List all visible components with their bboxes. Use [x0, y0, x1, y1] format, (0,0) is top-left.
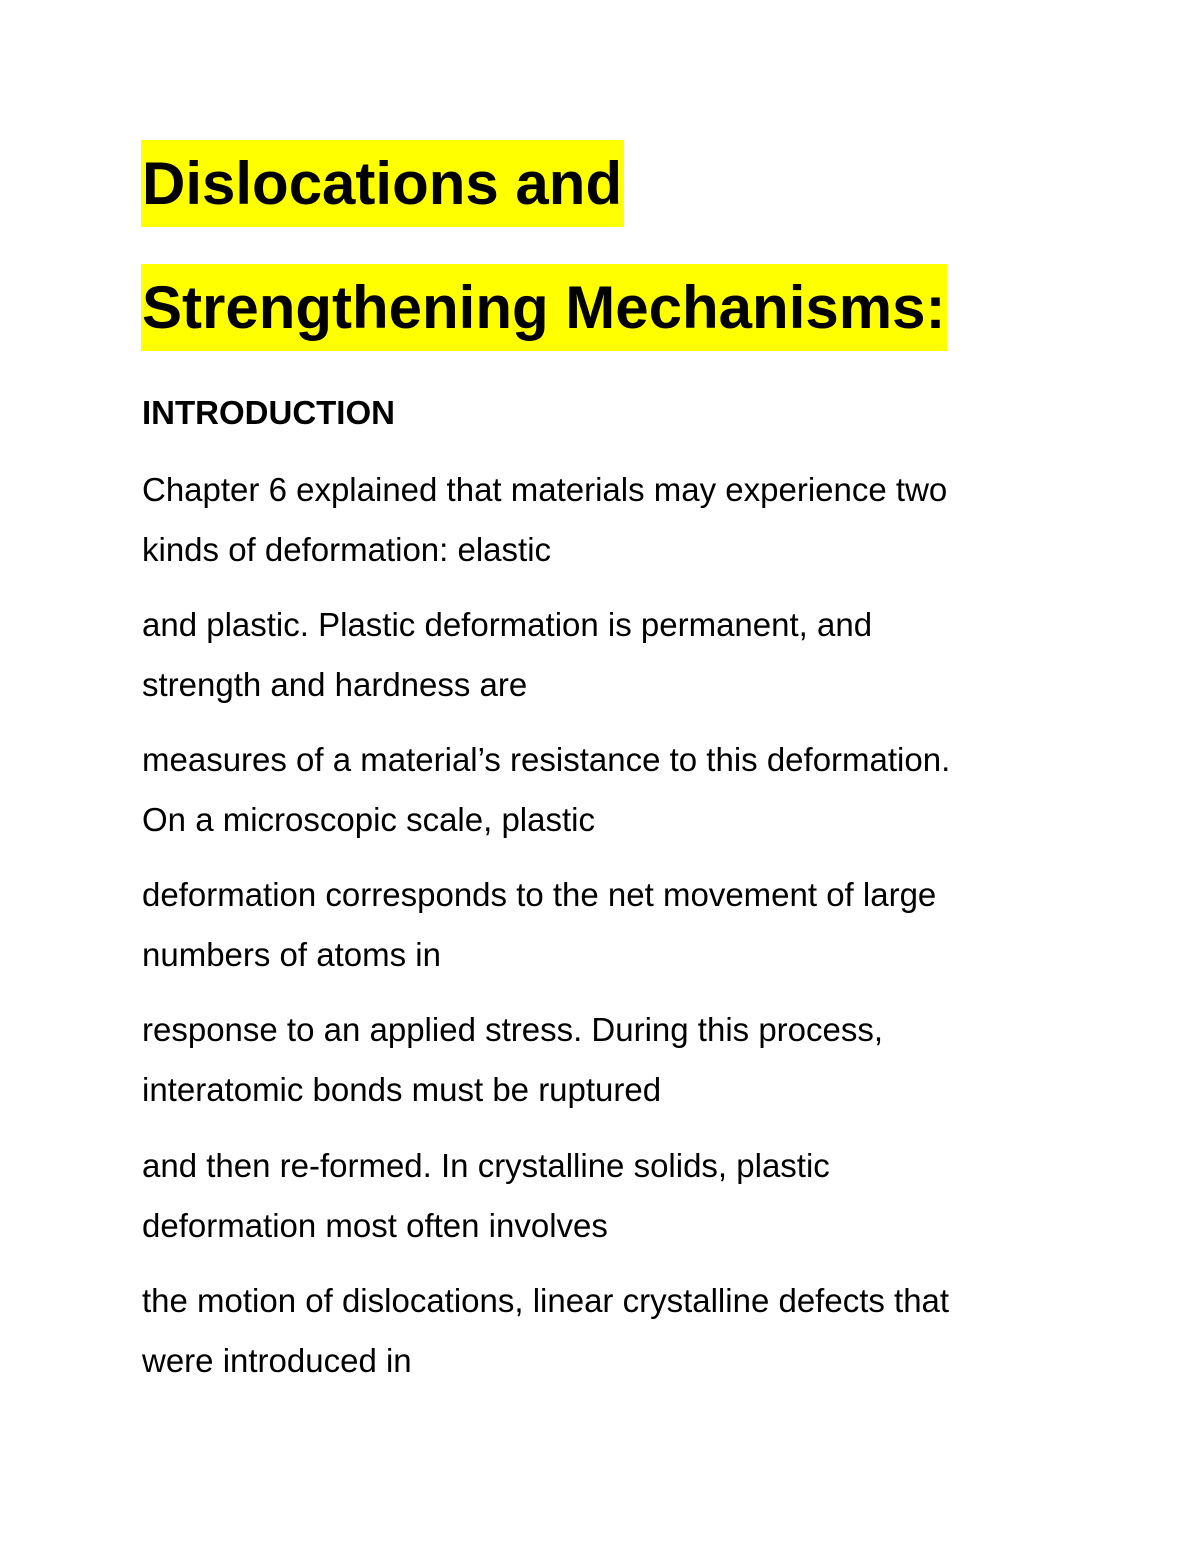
paragraph-3: [142, 730, 1142, 850]
paragraph-6: [142, 1136, 1142, 1256]
document-title-line-2: Strengthening Mechanisms:: [141, 264, 947, 351]
paragraph-line: strength and hardness are: [142, 666, 528, 703]
paragraph-line: the motion of dislocations, linear crystalline defects that: [142, 1282, 950, 1319]
paragraph-line: deformation most often involves: [142, 1207, 608, 1244]
paragraph-line: and plastic. Plastic deformation is permanent, and: [142, 606, 873, 643]
paragraph-7: [142, 1271, 1142, 1391]
paragraph-1: [142, 460, 1142, 580]
paragraph-line: On a microscopic scale, plastic: [142, 801, 595, 838]
paragraph-2: [142, 595, 1142, 715]
paragraph-line: and then re-formed. In crystalline solids, plastic: [142, 1147, 830, 1184]
paragraph-4: [142, 865, 1142, 985]
paragraph-line: measures of a material’s resistance to this deformation.: [142, 741, 951, 778]
paragraph-line: kinds of deformation: elastic: [142, 531, 552, 568]
paragraph-5: [142, 1000, 1142, 1120]
paragraph-line: were introduced in: [142, 1342, 412, 1379]
paragraph-line: numbers of atoms in: [142, 936, 441, 973]
paragraph-line: deformation corresponds to the net movement of large: [142, 876, 937, 913]
paragraph-line: Chapter 6 explained that materials may experience two: [142, 471, 948, 508]
section-heading: INTRODUCTION: [142, 394, 395, 431]
paragraph-line: response to an applied stress. During this process,: [142, 1011, 884, 1048]
paragraph-line: interatomic bonds must be ruptured: [142, 1071, 662, 1108]
document-title-line-1: Dislocations and: [141, 140, 624, 227]
